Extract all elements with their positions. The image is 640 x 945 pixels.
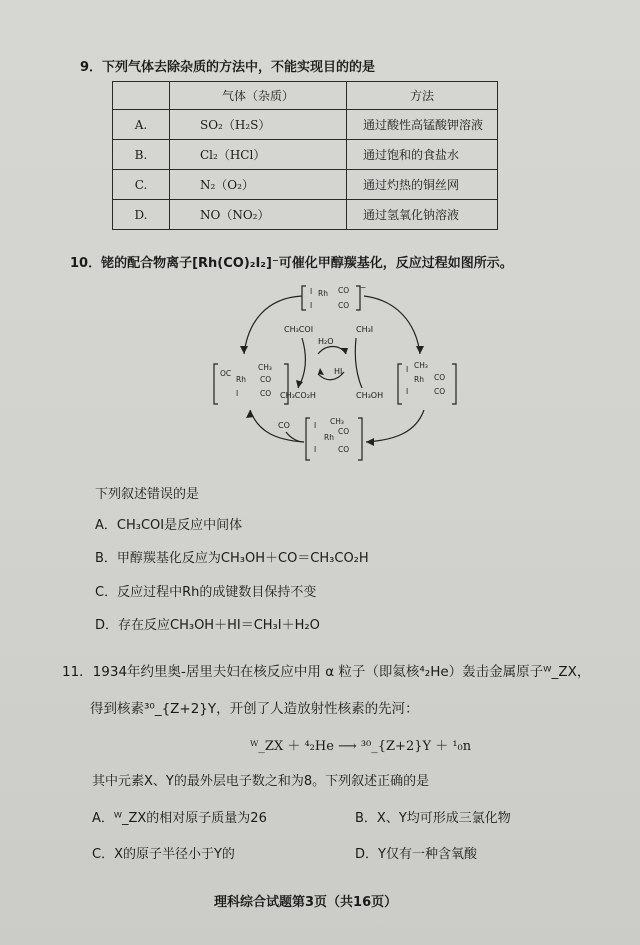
table-cell: C. <box>113 170 170 200</box>
svg-text:I: I <box>406 365 409 374</box>
table-cell: A. <box>113 110 170 140</box>
q11-option-a: A．ᵂ_ZX的相对原子质量为26 <box>92 811 267 826</box>
svg-text:CH₃: CH₃ <box>414 361 428 370</box>
svg-text:CH₃: CH₃ <box>258 363 272 372</box>
label-h2o: H₂O <box>318 337 334 346</box>
nuclear-equation: ᵂ_ZX ＋ ⁴₂He ⟶ ³⁰_{Z+2}Y ＋ ¹₀n <box>250 739 472 754</box>
table-cell: N₂（O₂） <box>170 170 347 200</box>
svg-text:I: I <box>314 421 317 430</box>
svg-text:I: I <box>406 387 409 396</box>
table-row <box>113 140 498 170</box>
svg-text:I: I <box>314 445 317 454</box>
label-ch3oh: CH₃OH <box>356 391 384 400</box>
page-footer: 理科综合试题第3页（共16页） <box>214 895 398 910</box>
q9-table <box>112 81 498 230</box>
svg-text:CO: CO <box>260 375 272 384</box>
svg-text:CO: CO <box>338 427 350 436</box>
svg-text:CO: CO <box>434 373 446 382</box>
q11-line1: 11．1934年约里奥-居里夫妇在核反应中用 α 粒子（即氦核⁴₂He）轰击金属原子ᵂ_ZX， <box>62 664 591 680</box>
label-ch3co2h: CH₃CO₂H <box>280 391 316 400</box>
label-co: CO <box>278 421 290 430</box>
table-cell: Cl₂（HCl） <box>170 140 347 170</box>
table-cell: SO₂（H₂S） <box>170 110 347 140</box>
svg-text:OC: OC <box>220 369 232 378</box>
q11-line2: 得到核素³⁰_{Z+2}Y，开创了人造放射性核素的先河： <box>90 701 419 717</box>
svg-text:I: I <box>310 301 313 310</box>
table-row <box>113 200 498 230</box>
q11-option-b: B．X、Y均可形成三氯化物 <box>355 811 511 826</box>
svg-text:CO: CO <box>338 301 350 310</box>
table-cell: 通过灼热的铜丝网 <box>347 170 498 200</box>
svg-text:I: I <box>310 287 313 296</box>
table-cell: D. <box>113 200 170 230</box>
table-row <box>113 110 498 140</box>
table-cell: NO（NO₂） <box>170 200 347 230</box>
q11-option-c: C．X的原子半径小于Y的 <box>92 847 235 862</box>
q11-option-d: D．Y仅有一种含氧酸 <box>355 847 477 862</box>
label-ch3coi: CH₃COI <box>284 325 314 334</box>
svg-text:Rh: Rh <box>324 433 334 442</box>
svg-text:−: − <box>360 283 367 292</box>
q11-stem: 其中元素X、Y的最外层电子数之和为8。下列叙述正确的是 <box>92 774 430 789</box>
svg-text:CO: CO <box>260 389 272 398</box>
svg-text:CO: CO <box>338 286 350 295</box>
catalytic-cycle-diagram <box>206 282 466 472</box>
svg-text:Rh: Rh <box>414 375 424 384</box>
table-header-cell: 气体（杂质） <box>170 82 347 110</box>
q10-option-b: B．甲醇羰基化反应为CH₃OH＋CO＝CH₃CO₂H <box>95 551 369 566</box>
table-header-cell <box>113 82 170 110</box>
svg-text:CO: CO <box>338 445 350 454</box>
q9-title: 9．下列气体去除杂质的方法中，不能实现目的的是 <box>80 60 376 75</box>
svg-text:CO: CO <box>434 387 446 396</box>
svg-text:I: I <box>236 389 239 398</box>
label-hi: HI <box>334 367 343 376</box>
q10-option-d: D．存在反应CH₃OH＋HI＝CH₃I＋H₂O <box>95 618 320 633</box>
table-header-cell: 方法 <box>347 82 498 110</box>
q10-option-c: C．反应过程中Rh的成键数目保持不变 <box>95 585 317 600</box>
q10-option-a: A．CH₃COI是反应中间体 <box>95 518 243 533</box>
svg-text:CH₃: CH₃ <box>330 417 344 426</box>
table-cell: B. <box>113 140 170 170</box>
q10-title: 10．铑的配合物离子[Rh(CO)₂I₂]⁻可催化甲醇羰基化，反应过程如图所示。 <box>70 256 513 271</box>
q10-stem: 下列叙述错误的是 <box>95 487 200 502</box>
table-header-row <box>113 82 498 110</box>
svg-text:Rh: Rh <box>236 375 246 384</box>
svg-text:Rh: Rh <box>318 289 328 298</box>
table-cell: 通过氢氧化钠溶液 <box>347 200 498 230</box>
table-cell: 通过饱和的食盐水 <box>347 140 498 170</box>
table-cell: 通过酸性高锰酸钾溶液 <box>347 110 498 140</box>
label-ch3i: CH₃I <box>356 325 374 334</box>
table-row <box>113 170 498 200</box>
cycle-svg <box>206 282 466 472</box>
